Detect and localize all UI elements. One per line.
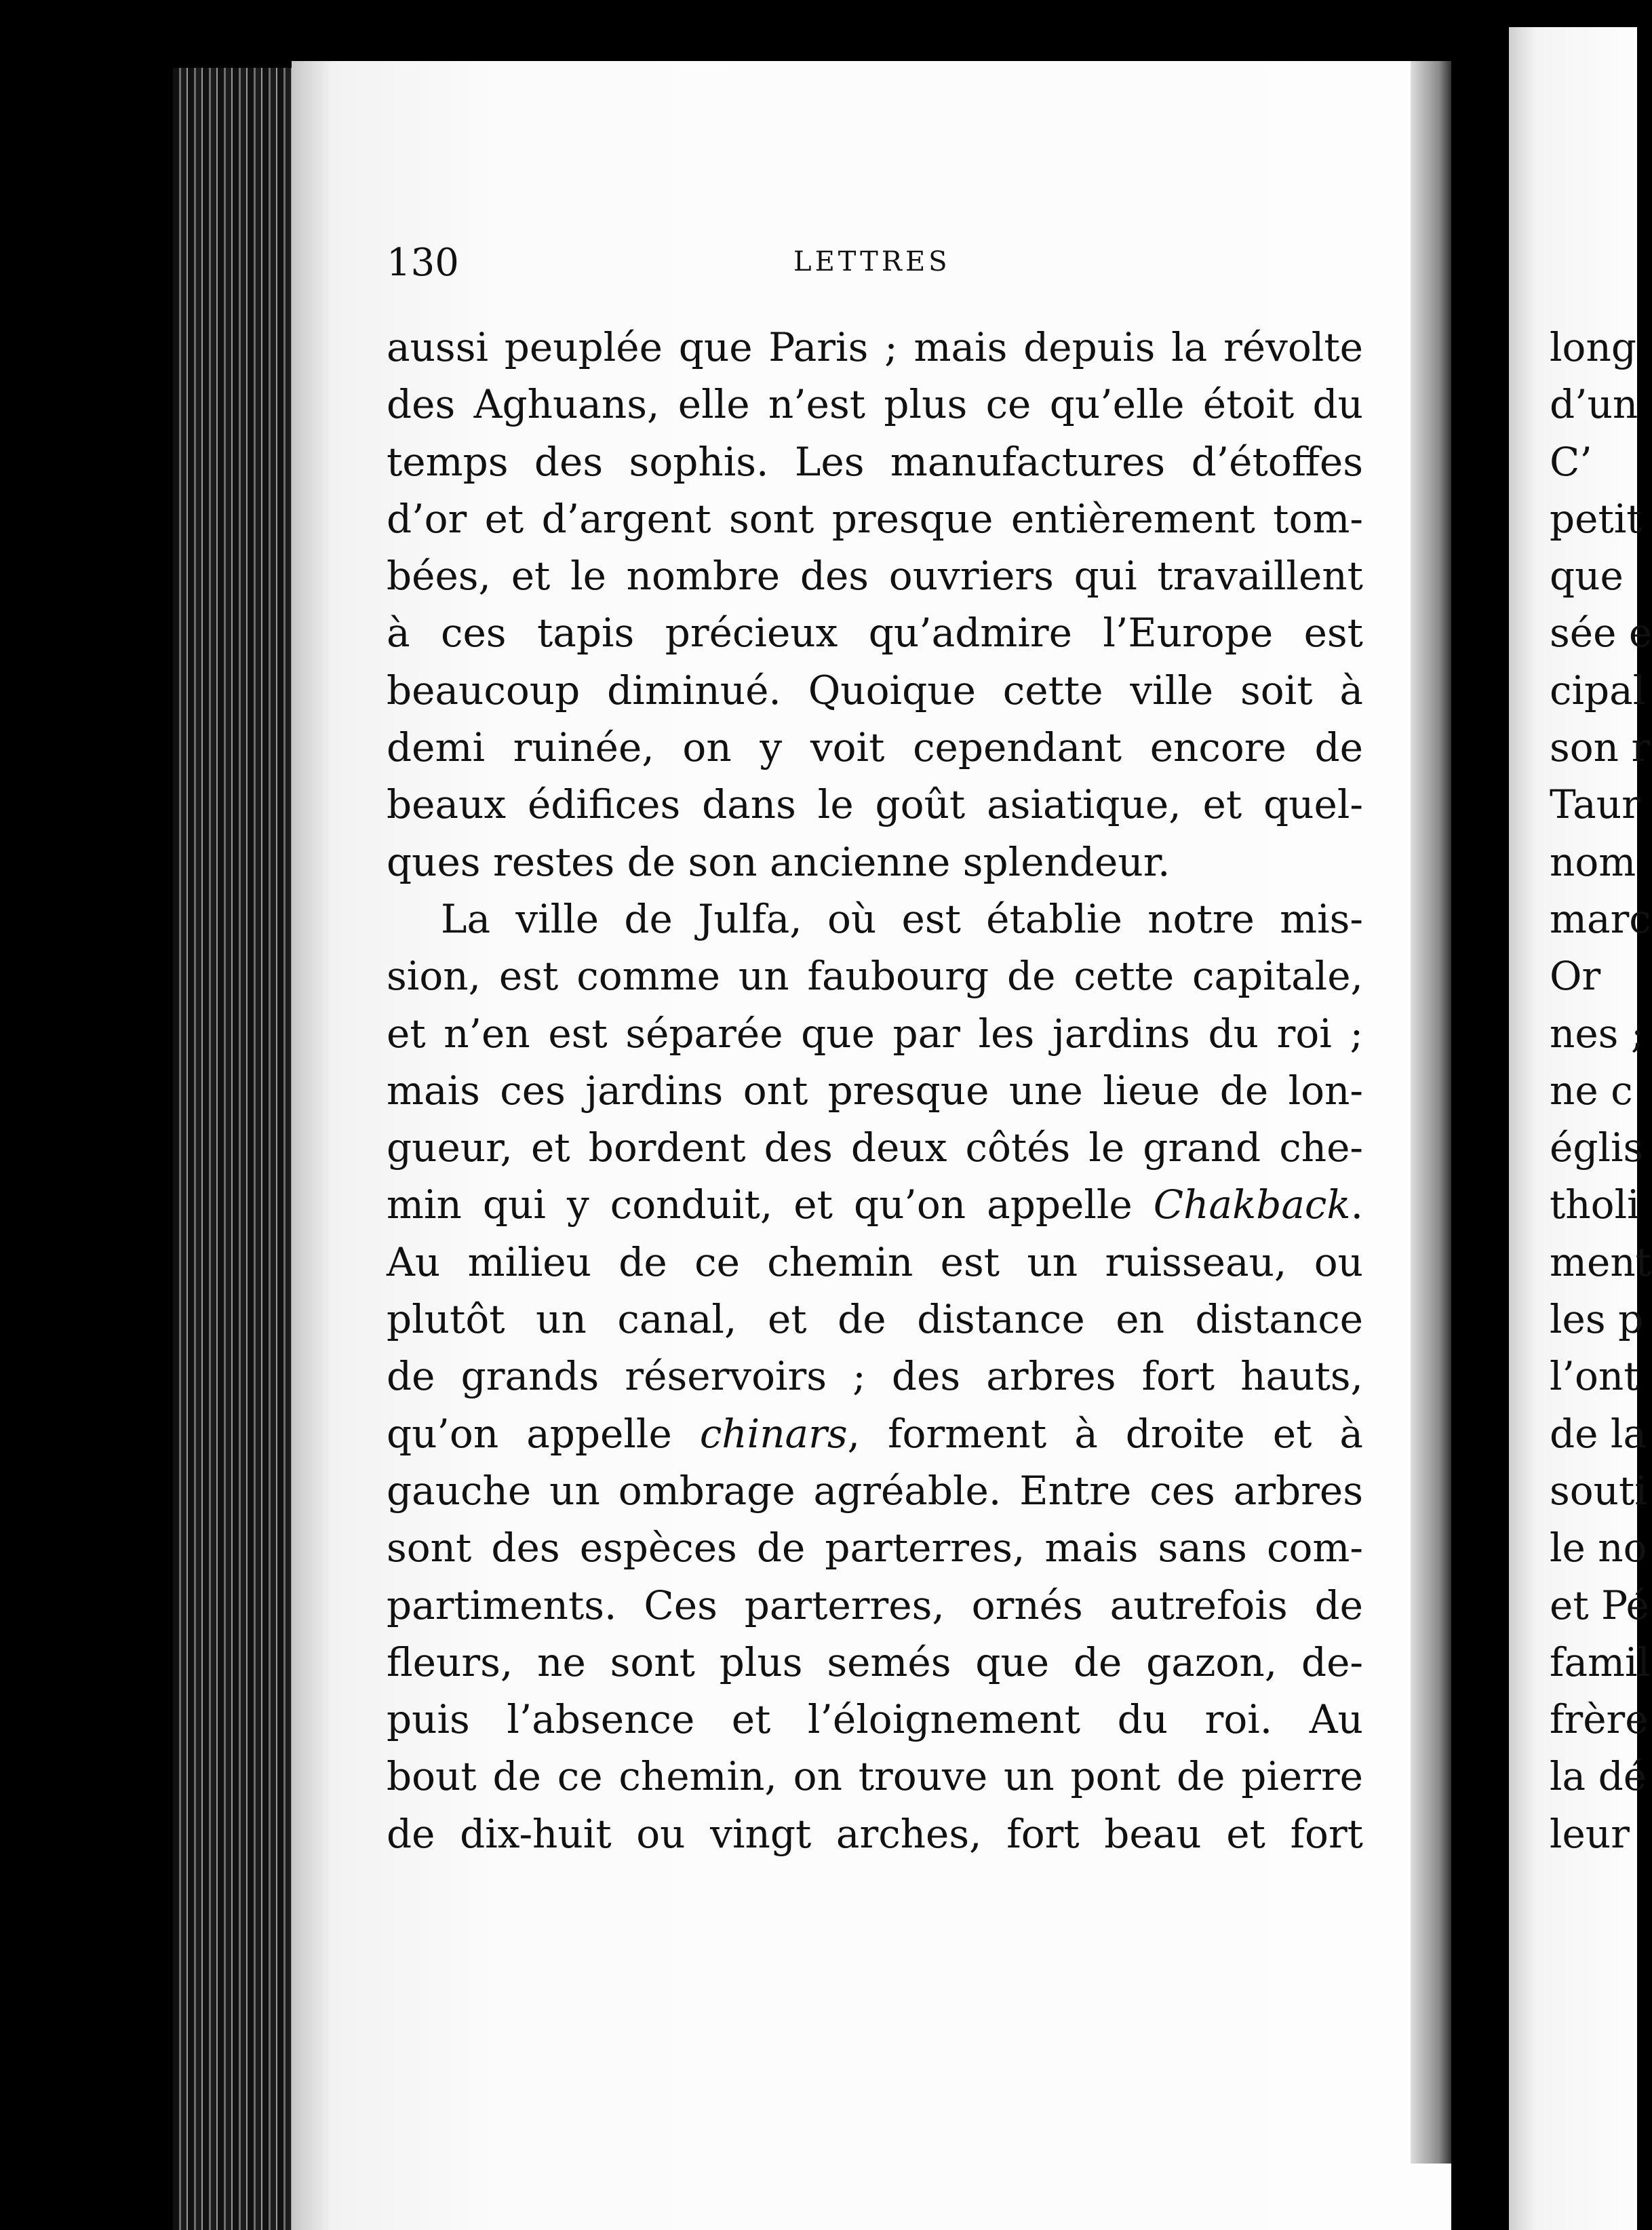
- next-page-line: petit: [1550, 495, 1643, 542]
- book-gutter: [1451, 0, 1509, 2230]
- text-line: bout de ce chemin, on trouve un pont de pierre: [387, 1753, 1363, 1800]
- next-page-line: nes ;: [1550, 1010, 1645, 1057]
- body-text: [387, 319, 1363, 1862]
- next-page-line: frère: [1550, 1696, 1649, 1743]
- next-page-line: leur: [1550, 1810, 1630, 1857]
- next-page-line: cipal: [1550, 667, 1646, 713]
- text-line: beaucoup diminué. Quoique cette ville soit à: [387, 667, 1363, 713]
- text-line: à ces tapis précieux qu’admire l’Europe est: [387, 610, 1363, 657]
- next-page-line: Taur: [1550, 781, 1640, 828]
- next-page-line: sée e: [1550, 610, 1652, 657]
- text-line: de grands réservoirs ; des arbres fort hauts,: [387, 1353, 1363, 1400]
- next-page-line: ne c: [1550, 1067, 1633, 1114]
- text-line: sont des espèces de parterres, mais sans com-: [387, 1525, 1363, 1571]
- text-line: plutôt un canal, et de distance en distance: [387, 1296, 1363, 1343]
- next-page-line: de la: [1550, 1410, 1647, 1457]
- text-line: demi ruinée, on y voit cependant encore de: [387, 724, 1363, 771]
- next-page-line: l’ont: [1550, 1353, 1640, 1400]
- next-page-line: les p: [1550, 1296, 1644, 1343]
- next-page-line: souti: [1550, 1467, 1647, 1514]
- page-number: 130: [387, 241, 459, 285]
- next-page-text-fragment: [1550, 319, 1652, 1862]
- text-line: [387, 1405, 1363, 1462]
- text-line: ques restes de son ancienne splendeur.: [387, 838, 1171, 885]
- text-line: aussi peuplée que Paris ; mais depuis la révolte: [387, 324, 1363, 370]
- text-line: beaux édifices dans le goût asiatique, et quel-: [387, 781, 1363, 828]
- text-line: fleurs, ne sont plus semés que de gazon, de-: [387, 1639, 1363, 1685]
- next-page-line: Or: [1550, 953, 1601, 1000]
- next-page-line: marc: [1550, 895, 1651, 942]
- next-page-line: le no: [1550, 1525, 1647, 1571]
- italic-term: chinars: [699, 1410, 848, 1457]
- text-line: [387, 1176, 1363, 1233]
- next-page-line: tholi: [1550, 1181, 1640, 1228]
- text-line: d’or et d’argent sont presque entièrement tom-: [387, 495, 1363, 542]
- text-line: partiments. Ces parterres, ornés autrefois de: [387, 1582, 1363, 1628]
- next-page-line: nom: [1550, 838, 1636, 885]
- running-title: LETTRES: [793, 246, 951, 277]
- next-page-line: églis: [1550, 1124, 1644, 1171]
- text-line: mais ces jardins ont presque une lieue de lon-: [387, 1067, 1363, 1114]
- next-page-line: la dé: [1550, 1753, 1647, 1800]
- next-page-line: son r: [1550, 724, 1651, 771]
- text-segment: .: [1350, 1181, 1363, 1228]
- next-page-line: long: [1550, 324, 1636, 370]
- text-segment: qu’on appelle: [387, 1410, 700, 1457]
- book-spine-edge: [173, 68, 309, 2230]
- next-page-line: d’un: [1550, 381, 1638, 428]
- paragraph-start-line: La ville de Julfa, où est établie notre mis-: [441, 895, 1363, 942]
- text-line: gauche un ombrage agréable. Entre ces arbres: [387, 1467, 1363, 1514]
- page-fold-shadow: [1411, 61, 1451, 2164]
- italic-term: Chakback: [1153, 1181, 1351, 1228]
- text-line: gueur, et bordent des deux côtés le grand che-: [387, 1124, 1363, 1171]
- text-line: bées, et le nombre des ouvriers qui travaillent: [387, 553, 1363, 600]
- next-page-line: ment: [1550, 1238, 1651, 1285]
- text-line: puis l’absence et l’éloignement du roi. Au: [387, 1696, 1363, 1743]
- next-page-line: famil: [1550, 1639, 1651, 1685]
- text-line: et n’en est séparée que par les jardins du roi ;: [387, 1010, 1363, 1057]
- page-header: [387, 241, 1363, 285]
- text-line: sion, est comme un faubourg de cette capitale,: [387, 953, 1363, 1000]
- text-line: des Aghuans, elle n’est plus ce qu’elle étoit du: [387, 381, 1363, 428]
- next-page-line: et Pé: [1550, 1582, 1649, 1628]
- text-line: temps des sophis. Les manufactures d’étoffes: [387, 438, 1363, 485]
- text-segment: min qui y conduit, et qu’on appelle: [387, 1181, 1154, 1228]
- next-page-line: que: [1550, 553, 1624, 600]
- next-page-line: C’: [1550, 438, 1592, 485]
- text-line: de dix-huit ou vingt arches, fort beau et fort: [387, 1810, 1363, 1857]
- text-segment: , forment à droite et à: [847, 1410, 1363, 1457]
- text-line: Au milieu de ce chemin est un ruisseau, ou: [387, 1238, 1363, 1285]
